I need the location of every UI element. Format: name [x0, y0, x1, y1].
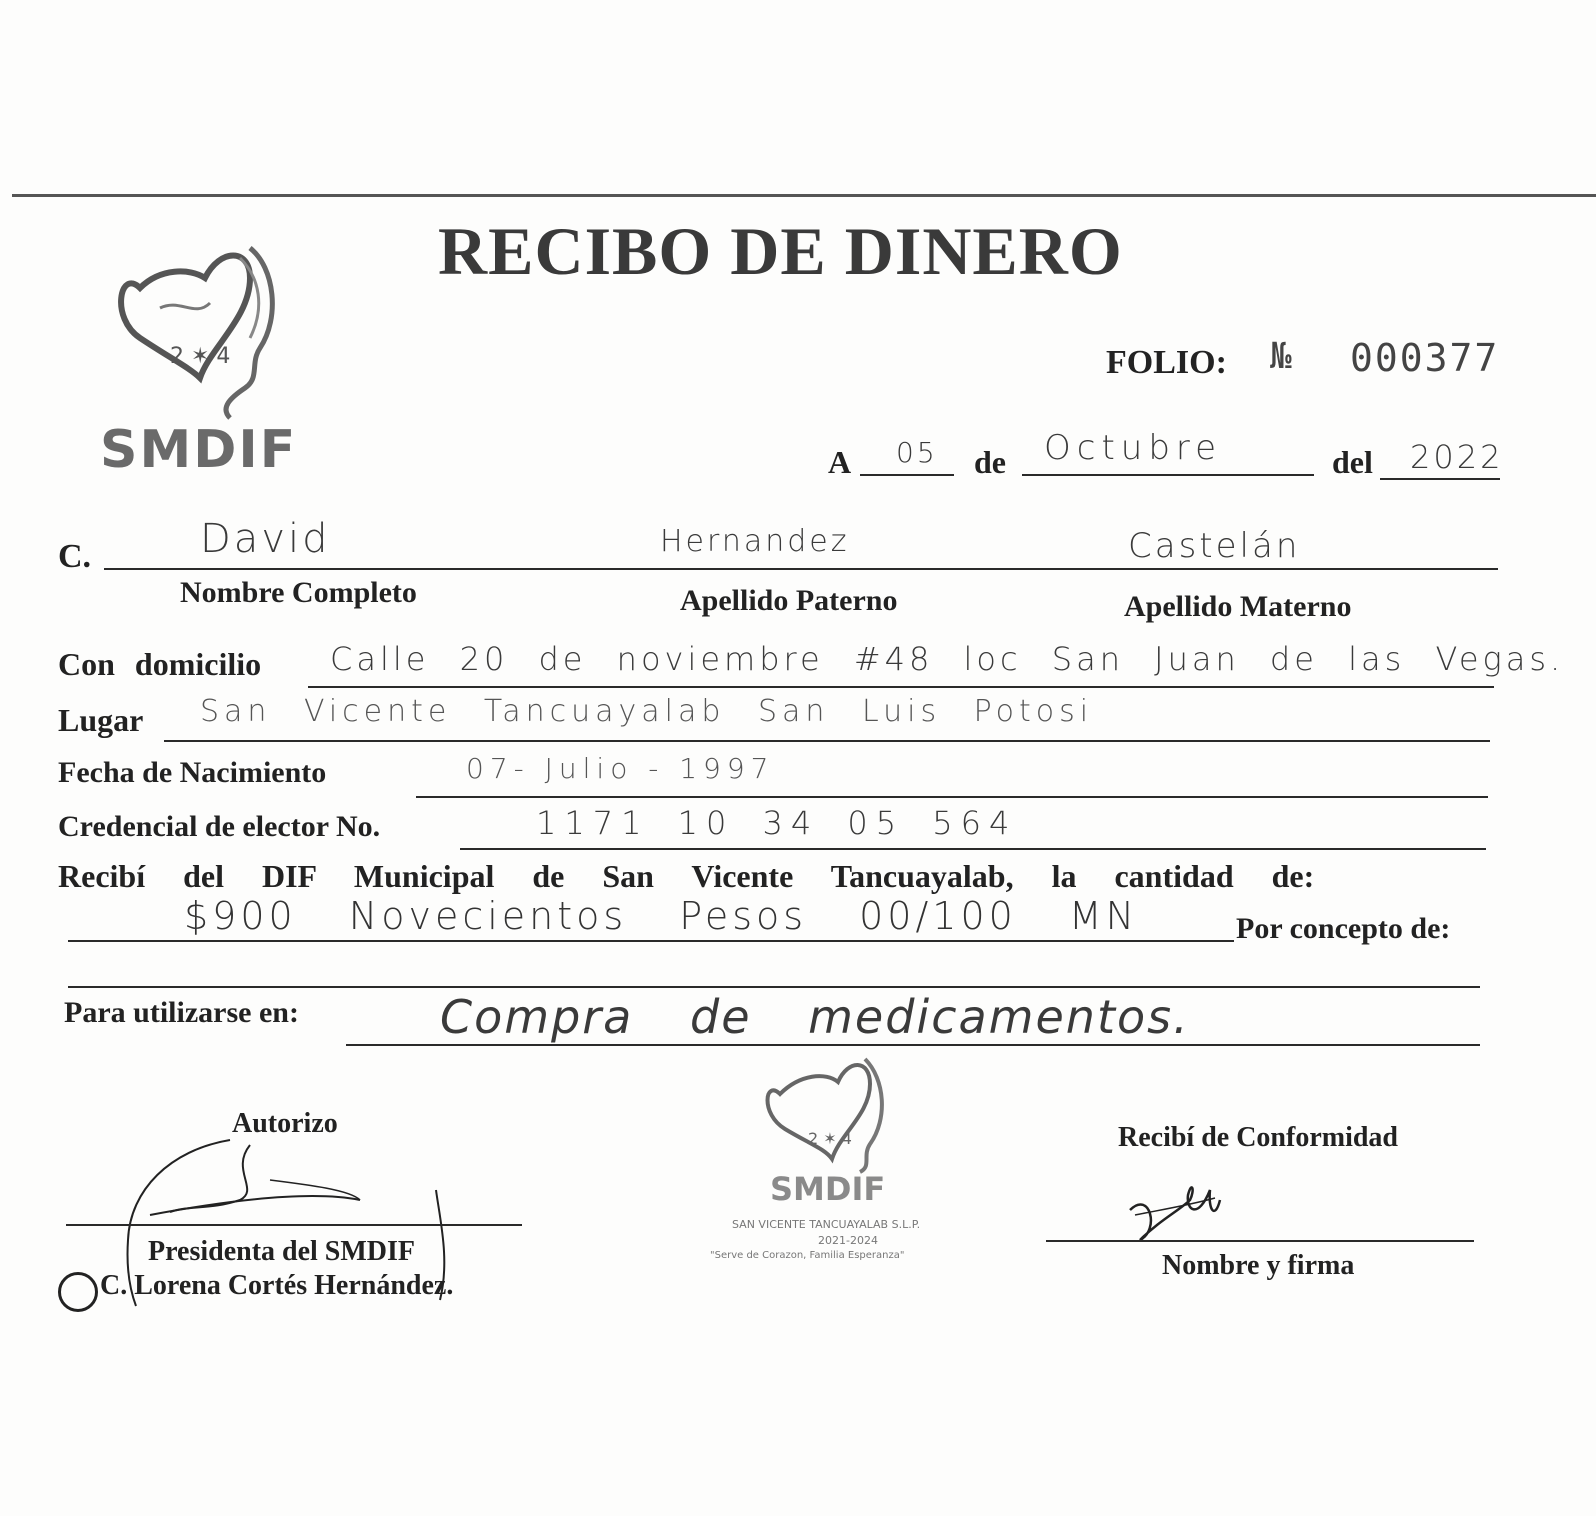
- logo-text: SMDIF: [100, 420, 298, 480]
- nacimiento-label: Fecha de Nacimiento: [58, 756, 327, 789]
- date-day: 05: [896, 436, 938, 469]
- first-name-value: David: [200, 516, 331, 562]
- top-border-line: [12, 194, 1596, 197]
- seal-line1: SAN VICENTE TANCUAYALAB S.L.P.: [732, 1218, 921, 1231]
- conformidad-label: Recibí de Conformidad: [1118, 1122, 1398, 1153]
- seal-line2: 2021-2024: [818, 1234, 878, 1247]
- folio-no-sign: №: [1270, 336, 1292, 377]
- receipt-statement: Recibí del DIF Municipal de San Vicente Tancuayalab, la cantidad de:: [58, 858, 1315, 894]
- uso-label: Para utilizarse en:: [64, 996, 299, 1029]
- domicilio-value: Calle 20 de noviembre #48 loc San Juan de las Vegas.: [330, 640, 1565, 678]
- seal-logo-icon: [720, 1044, 970, 1174]
- maternal-value: Castelán: [1128, 526, 1301, 566]
- lugar-value: San Vicente Tancuayalab San Luis Potosi: [200, 694, 1094, 729]
- date-de: de: [974, 444, 1006, 480]
- folio-label: FOLIO:: [1106, 344, 1227, 381]
- domicilio-label: Con domicilio: [58, 646, 262, 682]
- concepto-label: Por concepto de:: [1236, 912, 1451, 945]
- seal-line3: "Serve de Corazon, Familia Esperanza": [710, 1250, 905, 1261]
- date-month: Octubre: [1044, 428, 1223, 468]
- credencial-value: 1171 10 34 05 564: [536, 804, 1018, 842]
- date-year: 2022: [1410, 438, 1504, 476]
- c-label: C.: [58, 538, 92, 575]
- date-prefix: A: [828, 444, 852, 480]
- nombre-firma-label: Nombre y firma: [1162, 1250, 1355, 1281]
- uso-value: Compra de medicamentos.: [440, 990, 1190, 1044]
- label-apellido-materno: Apellido Materno: [1124, 590, 1352, 623]
- credencial-label: Credencial de elector No.: [58, 810, 381, 843]
- lugar-label: Lugar: [58, 702, 144, 738]
- svg-text:2 ✶ 4: 2 ✶ 4: [170, 344, 231, 369]
- label-nombre-completo: Nombre Completo: [180, 576, 417, 609]
- heart-face-logo-icon: [100, 228, 300, 428]
- hole-punch-icon: [58, 1272, 98, 1312]
- date-del: del: [1332, 444, 1373, 480]
- official-seal: [710, 1044, 970, 1274]
- label-apellido-paterno: Apellido Paterno: [680, 584, 898, 617]
- svg-text:2 ✶ 4: 2 ✶ 4: [808, 1129, 852, 1148]
- receiver-signature: [1120, 1170, 1230, 1250]
- nacimiento-value: 07- Julio - 1997: [466, 752, 775, 785]
- seal-name: SMDIF: [770, 1170, 886, 1208]
- paternal-value: Hernandez: [660, 524, 850, 559]
- autorizo-label: Autorizo: [232, 1108, 338, 1139]
- folio-number: 000377: [1350, 336, 1500, 380]
- presidenta-name: C. Lorena Cortés Hernández.: [100, 1270, 454, 1301]
- amount-value: $900 Novecientos Pesos 00/100 MN: [184, 894, 1139, 938]
- document-title: RECIBO DE DINERO: [438, 213, 1123, 289]
- smdif-logo: [100, 228, 300, 488]
- presidenta-title: Presidenta del SMDIF: [148, 1236, 416, 1267]
